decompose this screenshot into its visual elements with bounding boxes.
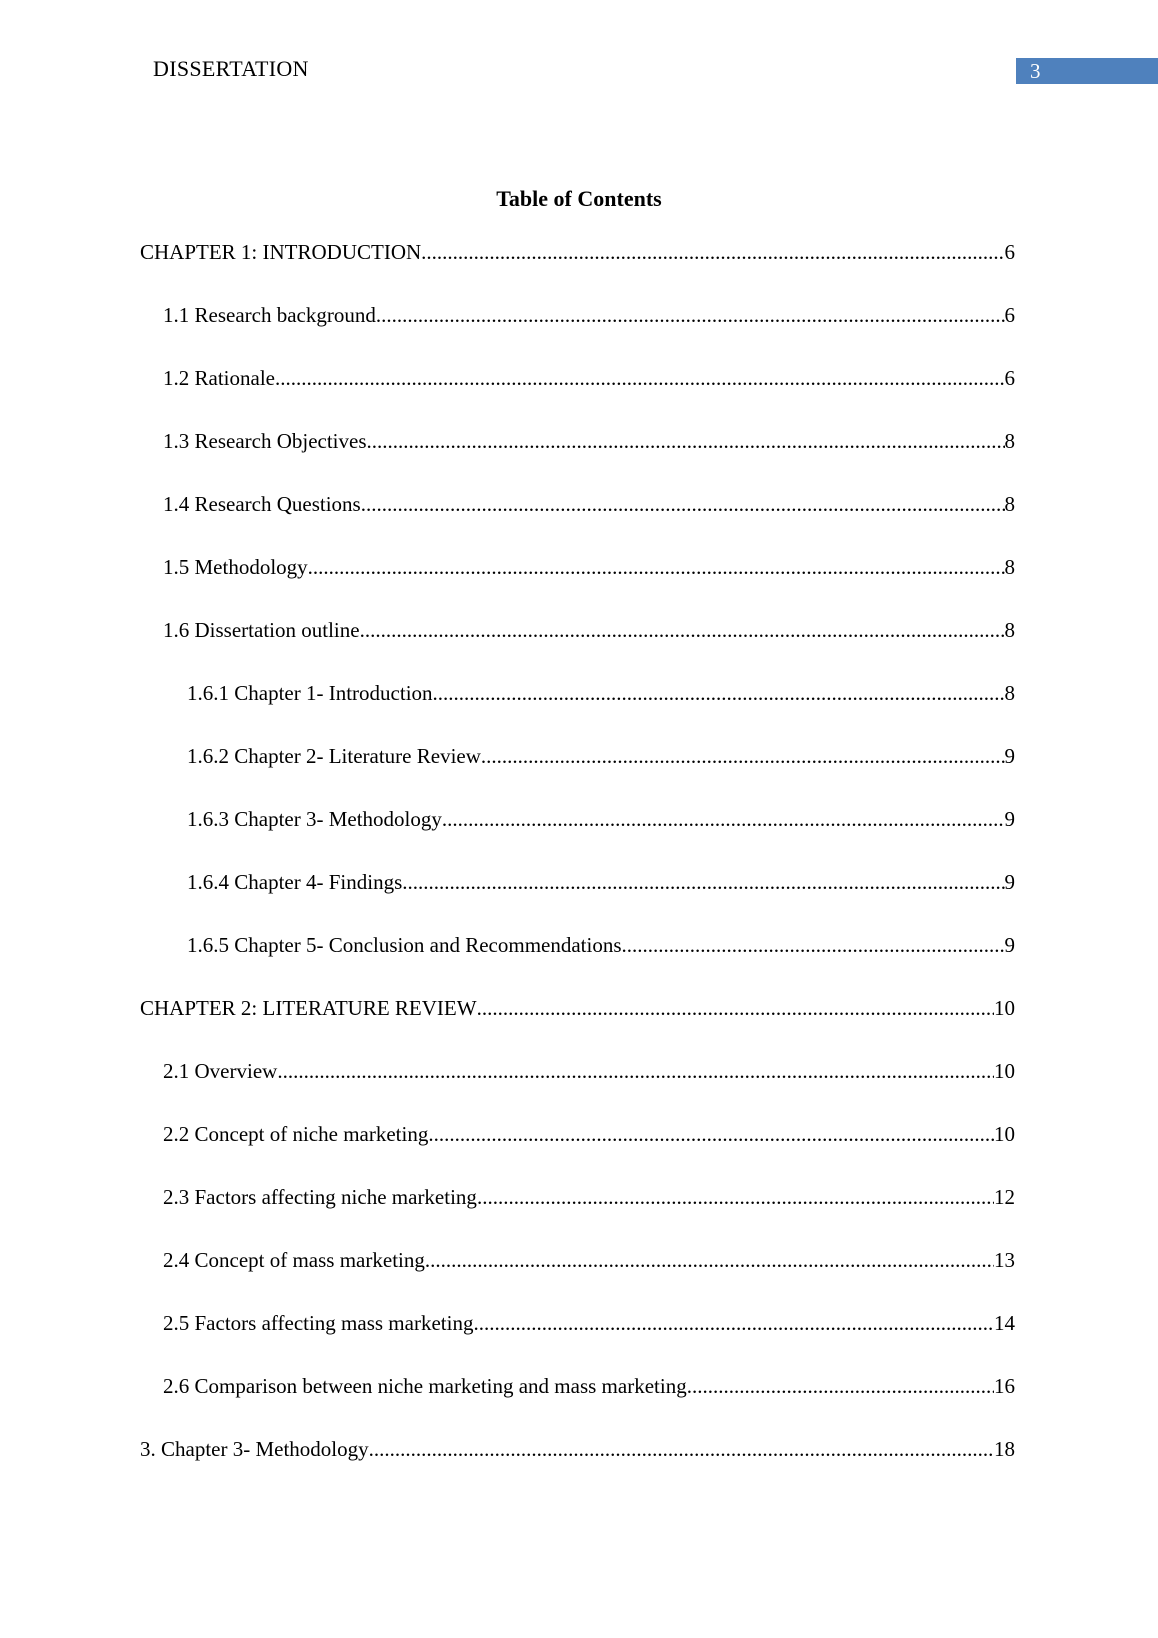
toc-entry-label: 2.4 Concept of mass marketing [163, 1248, 425, 1272]
toc-entry-2-3[interactable] [163, 1183, 1015, 1211]
page-number-badge: 3 [1016, 58, 1158, 84]
toc-dot-leader [361, 490, 1005, 518]
toc-dot-leader [477, 994, 994, 1022]
toc-entry-page: 9 [1004, 807, 1015, 831]
toc-entry-1-6-5[interactable] [187, 931, 1015, 959]
toc-entry-page: 13 [994, 1248, 1015, 1272]
toc-dot-leader [367, 427, 1005, 455]
toc-entry-1-3[interactable] [163, 427, 1015, 455]
toc-entry-label: 2.1 Overview [163, 1059, 278, 1083]
toc-entry-label: 1.6.4 Chapter 4- Findings [187, 870, 403, 894]
toc-entry-label: 1.1 Research background [163, 303, 376, 327]
toc-entry-page: 14 [994, 1311, 1015, 1335]
toc-entry-2-1[interactable] [163, 1057, 1015, 1085]
toc-entry-1-1[interactable] [163, 301, 1015, 329]
toc-entry-label: 2.3 Factors affecting niche marketing [163, 1185, 477, 1209]
toc-entry-label: 1.4 Research Questions [163, 492, 361, 516]
toc-entry-label: 3. Chapter 3- Methodology [140, 1437, 369, 1461]
toc-entry-label: 1.6.1 Chapter 1- Introduction [187, 681, 433, 705]
toc-entry-page: 8 [1004, 618, 1015, 642]
toc-dot-leader [622, 931, 1005, 959]
toc-dot-leader [481, 742, 1005, 770]
toc-entry-label: 2.2 Concept of niche marketing [163, 1122, 429, 1146]
toc-entry-page: 8 [1004, 555, 1015, 579]
toc-entry-1-6-4[interactable] [187, 868, 1015, 896]
header-title: DISSERTATION [153, 56, 309, 81]
toc-entry-1-4[interactable] [163, 490, 1015, 518]
toc-dot-leader [477, 1183, 994, 1211]
toc-entry-page: 6 [1004, 303, 1015, 327]
toc-entry-label: 1.6.5 Chapter 5- Conclusion and Recommendations [187, 933, 622, 957]
toc-dot-leader [360, 616, 1005, 644]
toc-dot-leader [421, 238, 1004, 266]
toc-entry-chapter-1[interactable] [140, 238, 1015, 266]
toc-entry-page: 16 [994, 1374, 1015, 1398]
toc-entry-page: 9 [1004, 744, 1015, 768]
toc-entry-2-5[interactable] [163, 1309, 1015, 1337]
toc-entry-label: 1.6 Dissertation outline [163, 618, 360, 642]
toc-entry-page: 18 [994, 1437, 1015, 1461]
toc-entry-label: 2.5 Factors affecting mass marketing [163, 1311, 474, 1335]
toc-entry-2-4[interactable] [163, 1246, 1015, 1274]
toc-entry-page: 12 [994, 1185, 1015, 1209]
toc-entry-label: 2.6 Comparison between niche marketing and mass marketing [163, 1374, 687, 1398]
toc-entry-page: 9 [1004, 870, 1015, 894]
toc-dot-leader [473, 1309, 994, 1337]
toc-entry-1-5[interactable] [163, 553, 1015, 581]
toc-entry-label: 1.3 Research Objectives [163, 429, 367, 453]
toc-entry-page: 8 [1004, 681, 1015, 705]
toc-dot-leader [425, 1246, 994, 1274]
toc-dot-leader [428, 1120, 994, 1148]
toc-dot-leader [369, 1435, 994, 1463]
toc-entry-page: 6 [1004, 366, 1015, 390]
toc-entry-label: 1.2 Rationale [163, 366, 275, 390]
toc-entry-chapter-2[interactable] [140, 994, 1015, 1022]
toc-dot-leader [433, 679, 1005, 707]
toc-entry-1-6-2[interactable] [187, 742, 1015, 770]
toc-entry-page: 10 [994, 996, 1015, 1020]
toc-entry-label: 1.6.2 Chapter 2- Literature Review [187, 744, 481, 768]
toc-entry-page: 9 [1004, 933, 1015, 957]
toc-entry-page: 8 [1004, 492, 1015, 516]
toc-dot-leader [402, 868, 1004, 896]
toc-entry-page: 10 [994, 1059, 1015, 1083]
toc-entry-1-6-3[interactable] [187, 805, 1015, 833]
toc-entry-page: 10 [994, 1122, 1015, 1146]
toc-entry-page: 6 [1004, 240, 1015, 264]
toc-entry-page: 8 [1004, 429, 1015, 453]
toc-entry-label: CHAPTER 1: INTRODUCTION [140, 240, 422, 264]
toc-dot-leader [308, 553, 1005, 581]
toc-dot-leader [277, 1057, 994, 1085]
toc-entry-chapter-3[interactable] [140, 1435, 1015, 1463]
toc-entry-label: 1.5 Methodology [163, 555, 308, 579]
toc-entry-2-2[interactable] [163, 1120, 1015, 1148]
toc-dot-leader [376, 301, 1005, 329]
toc-entry-1-2[interactable] [163, 364, 1015, 392]
toc-entry-1-6[interactable] [163, 616, 1015, 644]
toc-title: Table of Contents [496, 186, 662, 211]
toc-entry-label: 1.6.3 Chapter 3- Methodology [187, 807, 442, 831]
toc-dot-leader [442, 805, 1005, 833]
toc-dot-leader [687, 1372, 994, 1400]
toc-entry-label: CHAPTER 2: LITERATURE REVIEW [140, 996, 477, 1020]
toc-entry-2-6[interactable] [163, 1372, 1015, 1400]
toc-dot-leader [275, 364, 1005, 392]
toc-entry-1-6-1[interactable] [187, 679, 1015, 707]
